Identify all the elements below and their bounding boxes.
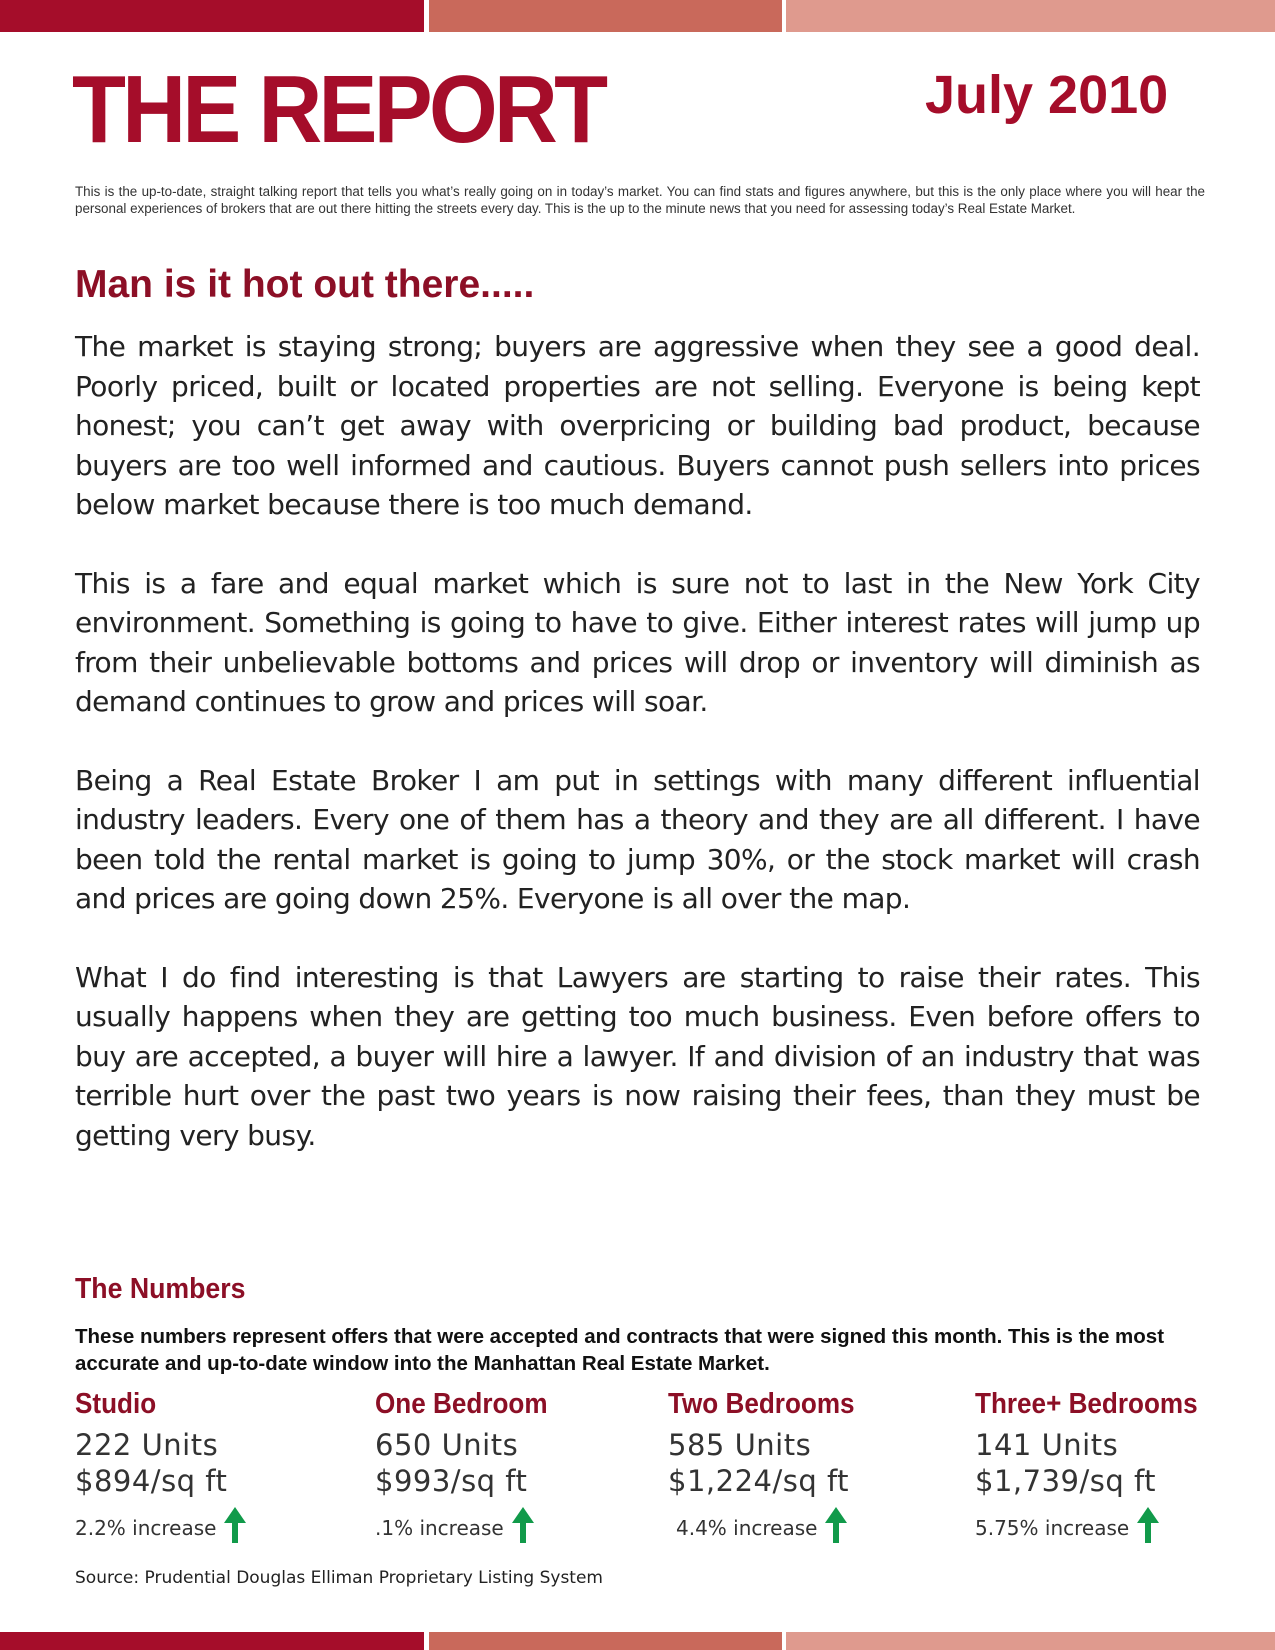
stat-change-text: .1% increase [375,1515,504,1540]
band-segment-mid [429,1632,782,1650]
stat-price: $894/sq ft [75,1464,228,1498]
arrow-up-icon [1137,1507,1159,1548]
stat-change [375,1507,675,1548]
band-segment-dark [0,1632,424,1650]
arrow-up-icon [224,1507,246,1548]
intro-text: This is the up-to-date, straight talking report that tells you what’s really going on in today’s market. You can find stats and figures anywhere, but this is the only place where you will hear the personal experiences of brokers that are out there hitting the streets every day. This is the up to the minute news that you need for assessing today’s Real Estate Market. [75,184,1205,216]
stat-name: Two Bedrooms [668,1388,855,1420]
stat-units: 141 Units [975,1428,1119,1462]
numbers-heading: The Numbers [75,1273,246,1305]
stat-price: $1,224/sq ft [668,1464,850,1498]
stat-units: 585 Units [668,1428,812,1462]
stat-three-plus-bedrooms [975,1390,1275,1548]
stat-price: $993/sq ft [375,1464,528,1498]
stat-price: $1,739/sq ft [975,1464,1157,1498]
band-segment-light [786,1632,1275,1650]
stat-two-bedrooms [668,1390,968,1548]
band-segment-mid [429,0,782,32]
stat-change [975,1507,1275,1548]
stat-change [75,1507,375,1548]
stat-name: One Bedroom [375,1388,548,1420]
numbers-description: These numbers represent offers that were accepted and contracts that were signed this month. This is the most accurate and up-to-date window into the Manhattan Real Estate Market. [75,1325,1165,1375]
source-note: Source: Prudential Douglas Elliman Proprietary Listing System [75,1568,603,1588]
report-title: THE REPORT [72,56,605,163]
stat-change-text: 4.4% increase [676,1515,818,1540]
stat-change-text: 2.2% increase [75,1515,217,1540]
stat-change [668,1507,968,1548]
stat-studio [75,1390,375,1548]
stat-units: 222 Units [75,1428,219,1462]
band-segment-light [786,0,1275,32]
arrow-up-icon [825,1507,847,1548]
stat-units: 650 Units [375,1428,519,1462]
article-paragraph: This is a fare and equal market which is sure not to last in the New York City environment. Something is going to have to give. Either interest rates will jump up from their unbelievable bottoms and prices will drop or inventory will diminish as demand continues to grow and prices will soar. [75,566,1200,718]
stat-one-bedroom [375,1390,675,1548]
band-segment-dark [0,0,424,32]
top-color-band [0,0,1275,32]
article-headline: Man is it hot out there..... [75,263,535,306]
stat-change-text: 5.75% increase [975,1515,1130,1540]
stat-name: Studio [75,1388,157,1420]
bottom-color-band [0,1632,1275,1650]
article-paragraph: Being a Real Estate Broker I am put in settings with many different influential industry leaders. Every one of them has a theory and they are all different. I have been told the rental market is going to jump 30%, or the stock market will crash and prices are going down 25%. Everyone is all over the map. [75,763,1200,915]
report-date: July 2010 [925,65,1169,125]
article-paragraph: The market is staying strong; buyers are aggressive when they see a good deal. Poorly priced, built or located properties are not selling. Everyone is being kept honest; you can’t get away with overpricing or building bad product, because buyers are too well informed and cautious. Buyers cannot push sellers into prices below market because there is too much demand. [75,330,1200,521]
arrow-up-icon [512,1507,534,1548]
stat-name: Three+ Bedrooms [975,1388,1198,1420]
article-body [75,327,1200,1194]
article-paragraph: What I do find interesting is that Lawyers are starting to raise their rates. This usually happens when they are getting too much business. Even before offers to buy are accepted, a buyer will hire a lawyer. If and division of an industry that was terrible hurt over the past two years is now raising their fees, than they must be getting very busy. [75,960,1200,1152]
